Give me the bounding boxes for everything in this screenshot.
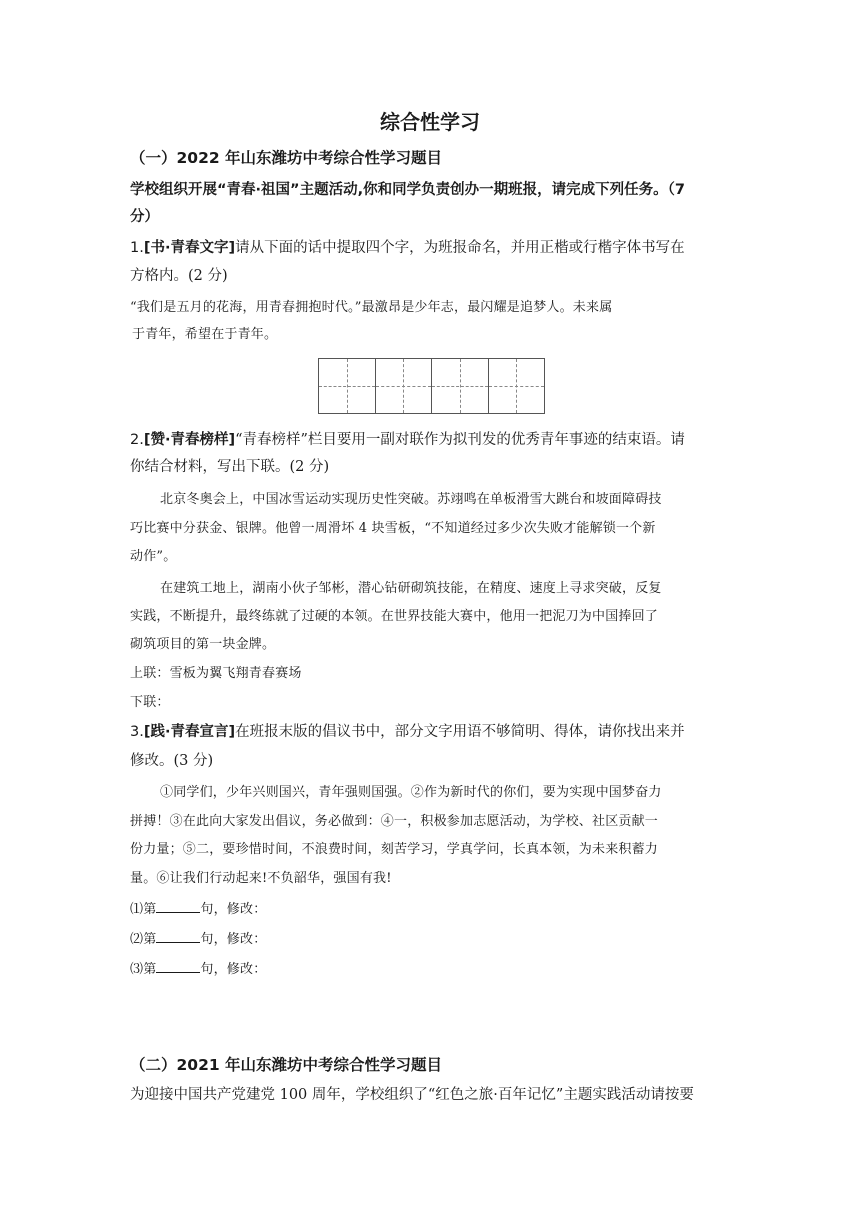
answer-prefix: ⑵第 <box>130 932 157 947</box>
writing-grid-cell[interactable] <box>432 359 489 413</box>
task-2-paragraph-1-line-2: 巧比赛中分获金、银牌。他曾一周滑坏 4 块雪板，“不知道经过多少次失败才能解锁一个新 <box>130 521 656 536</box>
task-1-line-1 <box>130 238 685 258</box>
writing-grid-cell[interactable] <box>319 359 376 413</box>
section-1-intro-line-2: 分） <box>130 209 159 225</box>
writing-grid-cell[interactable] <box>376 359 433 413</box>
answer-blank[interactable] <box>156 928 200 943</box>
section-1-intro-line-1: 学校组织开展“青春·祖国”主题活动,你和同学负责创办一期班报，请完成下列任务。（7 <box>130 182 685 198</box>
task-2-paragraph-2-line-1: 在建筑工地上，湖南小伙子邹彬，潜心钻研砌筑技能，在精度、速度上寻求突破，反复 <box>160 581 662 596</box>
task-3-line-2: 修改。(3 分) <box>130 753 214 769</box>
answer-blank[interactable] <box>156 958 200 973</box>
section-1-heading: （一）2022 年山东潍坊中考综合性学习题目 <box>130 149 443 167</box>
answer-line-2 <box>130 928 266 950</box>
answer-suffix: 句，修改： <box>200 902 267 917</box>
section-2-heading: （二）2021 年山东潍坊中考综合性学习题目 <box>130 1056 443 1074</box>
task-3-number: 3. <box>130 724 144 740</box>
task-2-paragraph-1-line-3: 动作”。 <box>130 549 177 564</box>
task-2-paragraph-2-line-2: 实践，不断提升，最终练就了过硬的本领。在世界技能大赛中，他用一把泥刀为中国捧回了 <box>130 609 659 624</box>
task-2-line-2: 你结合材料，写出下联。(2 分) <box>130 459 330 475</box>
task-1-line-2: 方格内。(2 分) <box>130 268 228 284</box>
page-title: 综合性学习 <box>380 110 480 134</box>
task-2-label: [赞·青春榜样] <box>143 432 236 448</box>
answer-prefix: ⑴第 <box>130 902 157 917</box>
section-2-intro-line-1: 为迎接中国共产党建党 100 周年，学校组织了“红色之旅·百年记忆”主题实践活动请按要 <box>130 1087 694 1103</box>
answer-suffix: 句，修改： <box>200 962 267 977</box>
task-3-paragraph-line-4: 量。⑥让我们行动起来!不负韶华，强国有我! <box>130 871 392 886</box>
task-3-text: 在班报末版的倡议书中，部分文字用语不够简明、得体，请你找出来并 <box>235 724 685 740</box>
task-3-paragraph-line-3: 份力量；⑤二，要珍惜时间，不浪费时间，刻苦学习，学真学问，长真本领，为未来积蓄力 <box>130 842 659 857</box>
task-3-label: [践·青春宣言] <box>143 724 236 740</box>
task-3-paragraph-line-1: ①同学们，少年兴则国兴，青年强则国强。②作为新时代的你们，要为实现中国梦奋力 <box>160 785 662 800</box>
upper-couplet: 上联：雪板为翼飞翔青春赛场 <box>130 666 302 681</box>
task-1-number: 1. <box>130 240 144 256</box>
task-2-text: “青春榜样”栏目要用一副对联作为拟刊发的优秀青年事迹的结束语。请 <box>235 432 685 448</box>
answer-line-1 <box>130 898 266 920</box>
writing-grid[interactable] <box>318 358 545 414</box>
answer-blank[interactable] <box>156 898 200 913</box>
task-2-number: 2. <box>130 432 144 448</box>
answer-prefix: ⑶第 <box>130 962 157 977</box>
task-1-quote-line-1: “我们是五月的花海，用青春拥抱时代。”最激昂是少年志，最闪耀是追梦人。未来属 <box>130 300 613 315</box>
task-3-line-1 <box>130 722 685 742</box>
task-1-text: 请从下面的话中提取四个字，为班报命名，并用正楷或行楷字体书写在 <box>235 240 685 256</box>
lower-couplet-prompt[interactable]: 下联： <box>130 695 170 710</box>
task-2-paragraph-1-line-1: 北京冬奥会上，中国冰雪运动实现历史性突破。苏翊鸣在单板滑雪大跳台和坡面障碍技 <box>160 492 662 507</box>
task-2-paragraph-2-line-3: 砌筑项目的第一块金牌。 <box>130 637 276 652</box>
writing-grid-cell[interactable] <box>489 359 545 413</box>
task-1-label: [书·青春文字] <box>143 240 236 256</box>
answer-line-3 <box>130 958 266 980</box>
task-3-paragraph-line-2: 拼搏！③在此向大家发出倡议，务必做到：④一，积极参加志愿活动，为学校、社区贡献一 <box>130 814 659 829</box>
answer-suffix: 句，修改： <box>200 932 267 947</box>
task-2-line-1 <box>130 430 685 450</box>
task-1-quote-line-2: 于青年，希望在于青年。 <box>132 327 278 342</box>
